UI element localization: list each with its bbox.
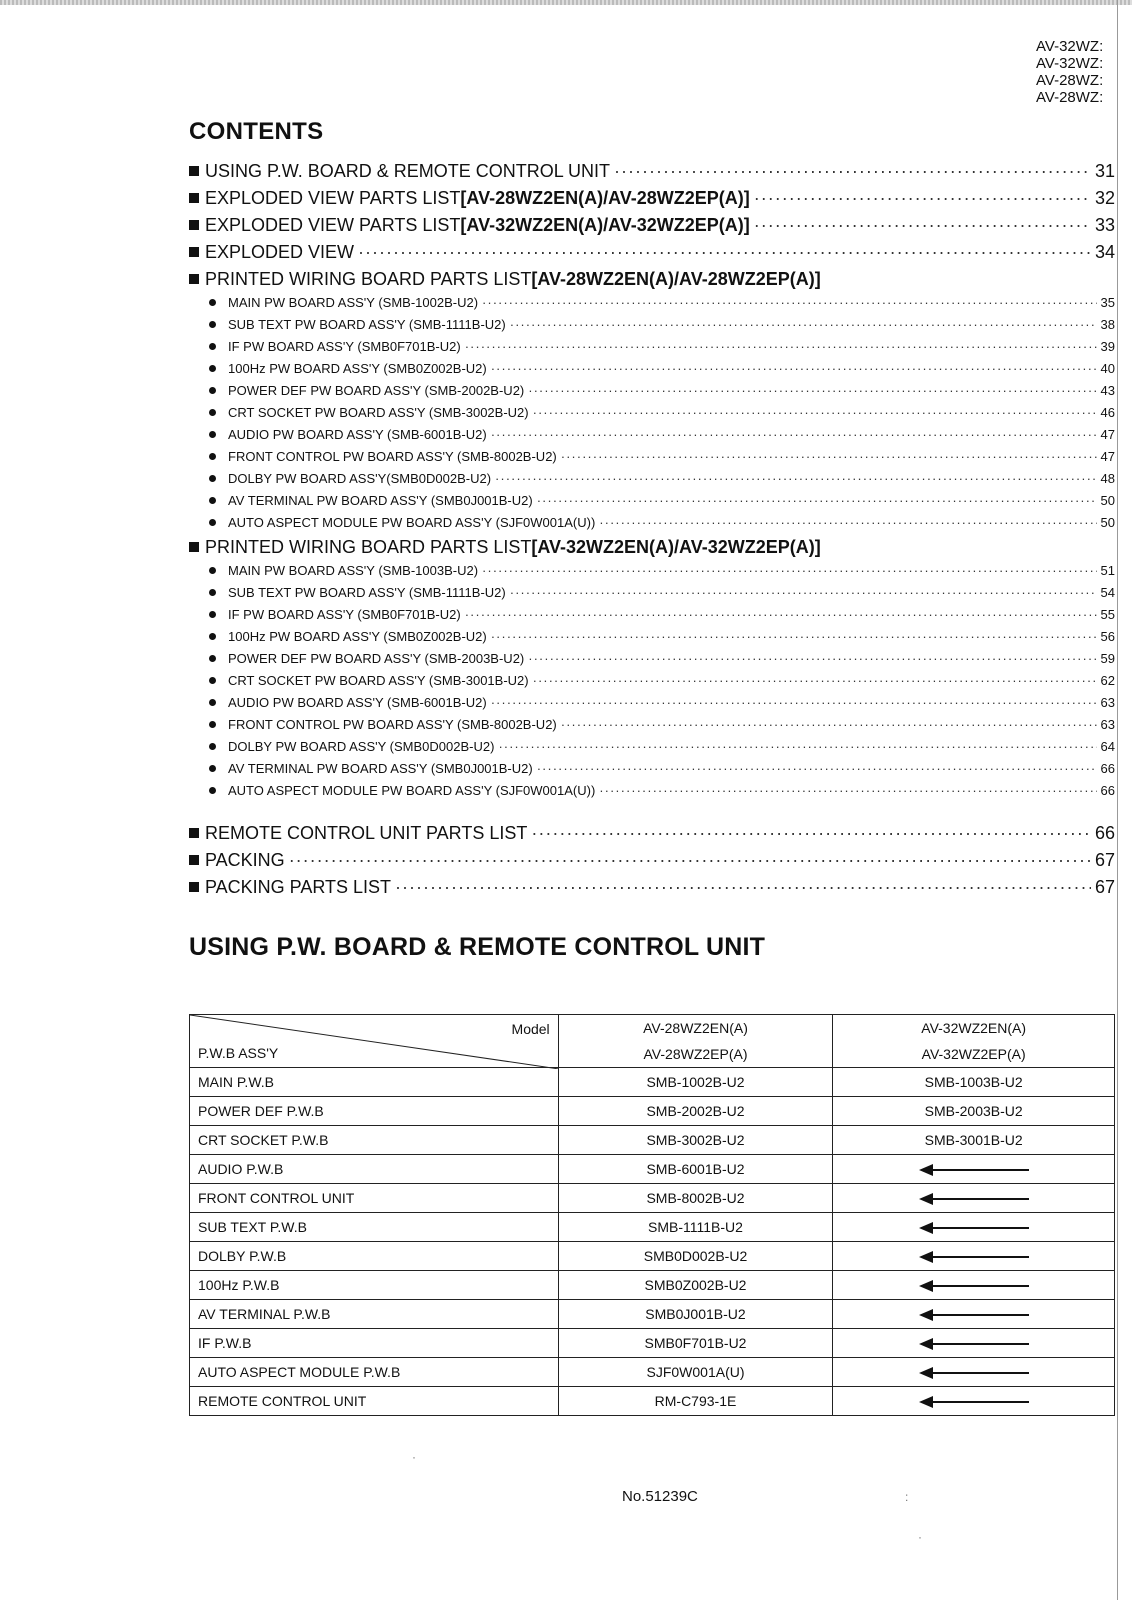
toc-page-number: 63: [1100, 695, 1115, 710]
scan-top-edge: [0, 0, 1132, 5]
toc-label-models: [AV-28WZ2EN(A)/AV-28WZ2EP(A)]: [531, 269, 821, 289]
arrow-shaft: [929, 1169, 1029, 1171]
toc-sub-entry[interactable]: [189, 651, 1115, 673]
corner-pwb-label: P.W.B ASS'Y: [198, 1045, 279, 1061]
round-bullet-icon: [209, 787, 216, 794]
scan-speck: ·: [412, 1450, 416, 1464]
model-name: AV-28WZ:: [1036, 89, 1104, 106]
dot-leader: [395, 877, 1091, 898]
left-arrow-icon: [919, 1280, 1029, 1292]
toc-page-number: 39: [1100, 339, 1115, 354]
left-arrow-icon: [919, 1338, 1029, 1350]
toc-entry[interactable]: [189, 850, 1115, 877]
round-bullet-icon: [209, 721, 216, 728]
toc-label: CRT SOCKET PW BOARD ASS'Y (SMB-3002B-U2): [228, 405, 529, 420]
toc-sub-entry[interactable]: [189, 515, 1115, 537]
dot-leader: [465, 607, 1097, 622]
arrow-shaft: [929, 1227, 1029, 1229]
round-bullet-icon: [209, 633, 216, 640]
dot-leader: [528, 651, 1096, 666]
toc-page-number: 46: [1100, 405, 1115, 420]
left-arrow-icon: [919, 1222, 1029, 1234]
square-bullet-icon: [189, 166, 199, 176]
toc-label: SUB TEXT PW BOARD ASS'Y (SMB-1111B-U2): [228, 317, 506, 332]
toc-entry[interactable]: [189, 188, 1115, 215]
pwb-32-cell: [833, 1387, 1115, 1416]
dot-leader: [498, 739, 1096, 754]
toc-sub-entry[interactable]: [189, 383, 1115, 405]
round-bullet-icon: [209, 519, 216, 526]
table-row: [190, 1358, 1115, 1387]
dot-leader: [531, 823, 1091, 844]
toc-label: USING P.W. BOARD & REMOTE CONTROL UNIT: [205, 161, 611, 181]
model-name: AV-32WZ:: [1036, 38, 1104, 55]
toc-page-number: 67: [1094, 850, 1115, 870]
dot-leader: [482, 563, 1097, 578]
toc-label: DOLBY PW BOARD ASS'Y (SMB0D002B-U2): [228, 739, 495, 754]
table-of-contents: [189, 161, 1115, 904]
toc-label: FRONT CONTROL PW BOARD ASS'Y (SMB-8002B-U2): [228, 449, 557, 464]
toc-page-number: 66: [1100, 783, 1115, 798]
dot-leader: [533, 405, 1097, 420]
toc-label: AUTO ASPECT MODULE PW BOARD ASS'Y (SJF0W001A(U)): [228, 783, 596, 798]
toc-label: 100Hz PW BOARD ASS'Y (SMB0Z002B-U2): [228, 629, 487, 644]
toc-entry[interactable]: [189, 877, 1115, 904]
toc-page-number: 32: [1094, 188, 1115, 208]
pwb-name-cell: MAIN P.W.B: [190, 1068, 559, 1097]
dot-leader: [482, 295, 1097, 310]
toc-label: IF PW BOARD ASS'Y (SMB0F701B-U2): [228, 607, 461, 622]
model-name: AV-32WZ:: [1036, 55, 1104, 72]
toc-page-number: 31: [1094, 161, 1115, 181]
dot-leader: [495, 471, 1096, 486]
arrow-shaft: [929, 1198, 1029, 1200]
dot-leader: [510, 317, 1097, 332]
dot-leader: [599, 515, 1096, 530]
round-bullet-icon: [209, 497, 216, 504]
toc-sub-entry[interactable]: [189, 471, 1115, 493]
pwb-name-cell: 100Hz P.W.B: [190, 1271, 559, 1300]
pwb-28-cell: SMB-1111B-U2: [558, 1213, 833, 1242]
pwb-32-cell: SMB-3001B-U2: [833, 1126, 1115, 1155]
scan-right-edge: [1117, 0, 1118, 1600]
round-bullet-icon: [209, 431, 216, 438]
table-row: [190, 1271, 1115, 1300]
toc-sub-entry[interactable]: [189, 361, 1115, 383]
dot-leader: [491, 361, 1097, 376]
dot-leader: [510, 585, 1097, 600]
toc-label: PACKING PARTS LIST: [205, 877, 392, 897]
toc-sub-entry[interactable]: [189, 585, 1115, 607]
pwb-assembly-table: [189, 1014, 1115, 1416]
toc-page-number: 67: [1094, 877, 1115, 897]
dot-leader: [561, 717, 1097, 732]
table-row: [190, 1242, 1115, 1271]
square-bullet-icon: [189, 247, 199, 257]
toc-entry[interactable]: [189, 215, 1115, 242]
pwb-28-cell: SMB0F701B-U2: [558, 1329, 833, 1358]
toc-page-number: 63: [1100, 717, 1115, 732]
round-bullet-icon: [209, 409, 216, 416]
toc-page-number: 50: [1100, 515, 1115, 530]
scan-speck: :: [905, 1490, 909, 1504]
dot-leader: [561, 449, 1097, 464]
arrow-head: [919, 1338, 933, 1350]
toc-sub-entry[interactable]: [189, 493, 1115, 515]
pwb-28-cell: SMB-1002B-U2: [558, 1068, 833, 1097]
round-bullet-icon: [209, 453, 216, 460]
pwb-name-cell: IF P.W.B: [190, 1329, 559, 1358]
dot-leader: [528, 383, 1096, 398]
pwb-32-cell: [833, 1184, 1115, 1213]
toc-label: EXPLODED VIEW: [205, 242, 355, 262]
round-bullet-icon: [209, 299, 216, 306]
toc-label: AV TERMINAL PW BOARD ASS'Y (SMB0J001B-U2): [228, 761, 533, 776]
dot-leader: [537, 493, 1097, 508]
scan-speck: ·: [918, 1530, 922, 1544]
contents-heading: CONTENTS: [189, 118, 324, 145]
arrow-shaft: [929, 1372, 1029, 1374]
model-name: AV-28WZ:: [1036, 72, 1104, 89]
pwb-32-cell: [833, 1329, 1115, 1358]
table-row: [190, 1126, 1115, 1155]
toc-label: AUDIO PW BOARD ASS'Y (SMB-6001B-U2): [228, 695, 487, 710]
corner-model-label: Model: [511, 1021, 550, 1037]
toc-label: PRINTED WIRING BOARD PARTS LIST: [205, 537, 532, 557]
table-row: [190, 1329, 1115, 1358]
table-corner-cell: [190, 1015, 559, 1068]
toc-sub-entry[interactable]: [189, 629, 1115, 651]
pwb-name-cell: AUDIO P.W.B: [190, 1155, 559, 1184]
pwb-28-cell: SMB-8002B-U2: [558, 1184, 833, 1213]
toc-sub-entry[interactable]: [189, 317, 1115, 339]
dot-leader: [599, 783, 1096, 798]
round-bullet-icon: [209, 765, 216, 772]
column-header-28-sub: AV-28WZ2EP(A): [558, 1041, 833, 1068]
round-bullet-icon: [209, 699, 216, 706]
toc-sub-entry[interactable]: [189, 295, 1115, 317]
toc-entry[interactable]: [189, 823, 1115, 850]
round-bullet-icon: [209, 387, 216, 394]
toc-label-models: [AV-28WZ2EN(A)/AV-28WZ2EP(A)]: [460, 188, 750, 208]
toc-page-number: 59: [1100, 651, 1115, 666]
arrow-head: [919, 1164, 933, 1176]
toc-sub-entry[interactable]: [189, 695, 1115, 717]
table-row: [190, 1068, 1115, 1097]
left-arrow-icon: [919, 1193, 1029, 1205]
toc-sub-entry[interactable]: [189, 607, 1115, 629]
pwb-name-cell: CRT SOCKET P.W.B: [190, 1126, 559, 1155]
pwb-28-cell: RM-C793-1E: [558, 1387, 833, 1416]
round-bullet-icon: [209, 589, 216, 596]
round-bullet-icon: [209, 321, 216, 328]
arrow-shaft: [929, 1256, 1029, 1258]
pwb-28-cell: SMB-6001B-U2: [558, 1155, 833, 1184]
toc-sub-entry[interactable]: [189, 673, 1115, 695]
arrow-head: [919, 1309, 933, 1321]
toc-label: FRONT CONTROL PW BOARD ASS'Y (SMB-8002B-U2): [228, 717, 557, 732]
toc-sub-entry[interactable]: [189, 339, 1115, 361]
pwb-28-cell: SMB0D002B-U2: [558, 1242, 833, 1271]
table-row: [190, 1387, 1115, 1416]
toc-page-number: 66: [1094, 823, 1115, 843]
square-bullet-icon: [189, 855, 199, 865]
toc-label: MAIN PW BOARD ASS'Y (SMB-1002B-U2): [228, 295, 479, 310]
dot-leader: [537, 761, 1097, 776]
toc-section-pwb-28[interactable]: [189, 269, 1115, 295]
toc-sub-entry[interactable]: [189, 427, 1115, 449]
round-bullet-icon: [209, 567, 216, 574]
pwb-28-cell: SMB-3002B-U2: [558, 1126, 833, 1155]
pwb-32-cell: [833, 1300, 1115, 1329]
left-arrow-icon: [919, 1396, 1029, 1408]
toc-page-number: 56: [1100, 629, 1115, 644]
left-arrow-icon: [919, 1251, 1029, 1263]
arrow-head: [919, 1396, 933, 1408]
arrow-head: [919, 1222, 933, 1234]
dot-leader: [754, 188, 1091, 209]
pwb-32-cell: SMB-1003B-U2: [833, 1068, 1115, 1097]
arrow-head: [919, 1280, 933, 1292]
square-bullet-icon: [189, 220, 199, 230]
pwb-name-cell: POWER DEF P.W.B: [190, 1097, 559, 1126]
toc-page-number: 62: [1100, 673, 1115, 688]
toc-page-number: 40: [1100, 361, 1115, 376]
pwb-name-cell: SUB TEXT P.W.B: [190, 1213, 559, 1242]
toc-page-number: 50: [1100, 493, 1115, 508]
left-arrow-icon: [919, 1164, 1029, 1176]
table-row: [190, 1097, 1115, 1126]
toc-label-models: [AV-32WZ2EN(A)/AV-32WZ2EP(A)]: [460, 215, 750, 235]
pwb-name-cell: AUTO ASPECT MODULE P.W.B: [190, 1358, 559, 1387]
toc-page-number: 47: [1100, 449, 1115, 464]
toc-label: DOLBY PW BOARD ASS'Y(SMB0D002B-U2): [228, 471, 492, 486]
pwb-32-cell: [833, 1242, 1115, 1271]
toc-page-number: 33: [1094, 215, 1115, 235]
toc-sub-entry[interactable]: [189, 761, 1115, 783]
toc-label: 100Hz PW BOARD ASS'Y (SMB0Z002B-U2): [228, 361, 487, 376]
toc-label: PACKING: [205, 850, 285, 870]
round-bullet-icon: [209, 743, 216, 750]
toc-sub-entry[interactable]: [189, 783, 1115, 805]
square-bullet-icon: [189, 193, 199, 203]
document-number: No.51239C: [622, 1488, 698, 1505]
pwb-name-cell: FRONT CONTROL UNIT: [190, 1184, 559, 1213]
toc-label: POWER DEF PW BOARD ASS'Y (SMB-2002B-U2): [228, 383, 525, 398]
column-header-28: AV-28WZ2EN(A): [558, 1015, 833, 1042]
arrow-shaft: [929, 1314, 1029, 1316]
pwb-name-cell: REMOTE CONTROL UNIT: [190, 1387, 559, 1416]
round-bullet-icon: [209, 343, 216, 350]
square-bullet-icon: [189, 828, 199, 838]
toc-label: AV TERMINAL PW BOARD ASS'Y (SMB0J001B-U2): [228, 493, 533, 508]
table-row: [190, 1213, 1115, 1242]
toc-page-number: 48: [1100, 471, 1115, 486]
dot-leader: [491, 427, 1097, 442]
arrow-shaft: [929, 1285, 1029, 1287]
arrow-head: [919, 1251, 933, 1263]
arrow-head: [919, 1193, 933, 1205]
toc-label: PRINTED WIRING BOARD PARTS LIST: [205, 269, 532, 289]
pwb-name-cell: DOLBY P.W.B: [190, 1242, 559, 1271]
dot-leader: [754, 215, 1091, 236]
toc-sub-entry[interactable]: [189, 563, 1115, 585]
arrow-shaft: [929, 1401, 1029, 1403]
toc-sub-entry[interactable]: [189, 717, 1115, 739]
toc-label: AUTO ASPECT MODULE PW BOARD ASS'Y (SJF0W001A(U)): [228, 515, 596, 530]
arrow-head: [919, 1367, 933, 1379]
pwb-32-cell: [833, 1358, 1115, 1387]
dot-leader: [614, 161, 1091, 182]
round-bullet-icon: [209, 365, 216, 372]
section-heading: USING P.W. BOARD & REMOTE CONTROL UNIT: [189, 933, 766, 961]
column-header-32: AV-32WZ2EN(A): [833, 1015, 1115, 1042]
toc-label: EXPLODED VIEW PARTS LIST: [205, 215, 461, 235]
toc-entry[interactable]: [189, 161, 1115, 188]
toc-page-number: 51: [1100, 563, 1115, 578]
toc-label: SUB TEXT PW BOARD ASS'Y (SMB-1111B-U2): [228, 585, 506, 600]
round-bullet-icon: [209, 677, 216, 684]
toc-label: REMOTE CONTROL UNIT PARTS LIST: [205, 823, 528, 843]
left-arrow-icon: [919, 1367, 1029, 1379]
toc-sub-entry[interactable]: [189, 739, 1115, 761]
pwb-32-cell: SMB-2003B-U2: [833, 1097, 1115, 1126]
toc-page-number: 66: [1100, 761, 1115, 776]
toc-label: POWER DEF PW BOARD ASS'Y (SMB-2003B-U2): [228, 651, 525, 666]
toc-page-number: 64: [1100, 739, 1115, 754]
dot-leader: [358, 242, 1091, 263]
toc-page-number: 34: [1094, 242, 1115, 262]
dot-leader: [533, 673, 1097, 688]
round-bullet-icon: [209, 611, 216, 618]
dot-leader: [491, 695, 1097, 710]
toc-label: MAIN PW BOARD ASS'Y (SMB-1003B-U2): [228, 563, 479, 578]
table-row: [190, 1155, 1115, 1184]
pwb-32-cell: [833, 1213, 1115, 1242]
dot-leader: [465, 339, 1097, 354]
toc-section-pwb-32[interactable]: [189, 537, 1115, 563]
column-header-32-sub: AV-32WZ2EP(A): [833, 1041, 1115, 1068]
toc-sub-entry[interactable]: [189, 405, 1115, 427]
toc-entry[interactable]: [189, 242, 1115, 269]
toc-page-number: 43: [1100, 383, 1115, 398]
toc-label: IF PW BOARD ASS'Y (SMB0F701B-U2): [228, 339, 461, 354]
round-bullet-icon: [209, 655, 216, 662]
pwb-32-cell: [833, 1155, 1115, 1184]
toc-sub-entry[interactable]: [189, 449, 1115, 471]
toc-label-models: [AV-32WZ2EN(A)/AV-32WZ2EP(A)]: [531, 537, 821, 557]
arrow-shaft: [929, 1343, 1029, 1345]
pwb-name-cell: AV TERMINAL P.W.B: [190, 1300, 559, 1329]
toc-page-number: 54: [1100, 585, 1115, 600]
square-bullet-icon: [189, 542, 199, 552]
toc-page-number: 35: [1100, 295, 1115, 310]
toc-label: AUDIO PW BOARD ASS'Y (SMB-6001B-U2): [228, 427, 487, 442]
pwb-28-cell: SMB0J001B-U2: [558, 1300, 833, 1329]
square-bullet-icon: [189, 882, 199, 892]
model-list: [1036, 38, 1103, 106]
pwb-28-cell: SMB-2002B-U2: [558, 1097, 833, 1126]
toc-label: EXPLODED VIEW PARTS LIST: [205, 188, 461, 208]
toc-label: CRT SOCKET PW BOARD ASS'Y (SMB-3001B-U2): [228, 673, 529, 688]
toc-page-number: 55: [1100, 607, 1115, 622]
pwb-28-cell: SJF0W001A(U): [558, 1358, 833, 1387]
table-row: [190, 1184, 1115, 1213]
toc-page-number: 38: [1100, 317, 1115, 332]
round-bullet-icon: [209, 475, 216, 482]
toc-page-number: 47: [1100, 427, 1115, 442]
pwb-28-cell: SMB0Z002B-U2: [558, 1271, 833, 1300]
table-row: [190, 1300, 1115, 1329]
square-bullet-icon: [189, 274, 199, 284]
pwb-32-cell: [833, 1271, 1115, 1300]
dot-leader: [289, 850, 1091, 871]
left-arrow-icon: [919, 1309, 1029, 1321]
dot-leader: [491, 629, 1097, 644]
